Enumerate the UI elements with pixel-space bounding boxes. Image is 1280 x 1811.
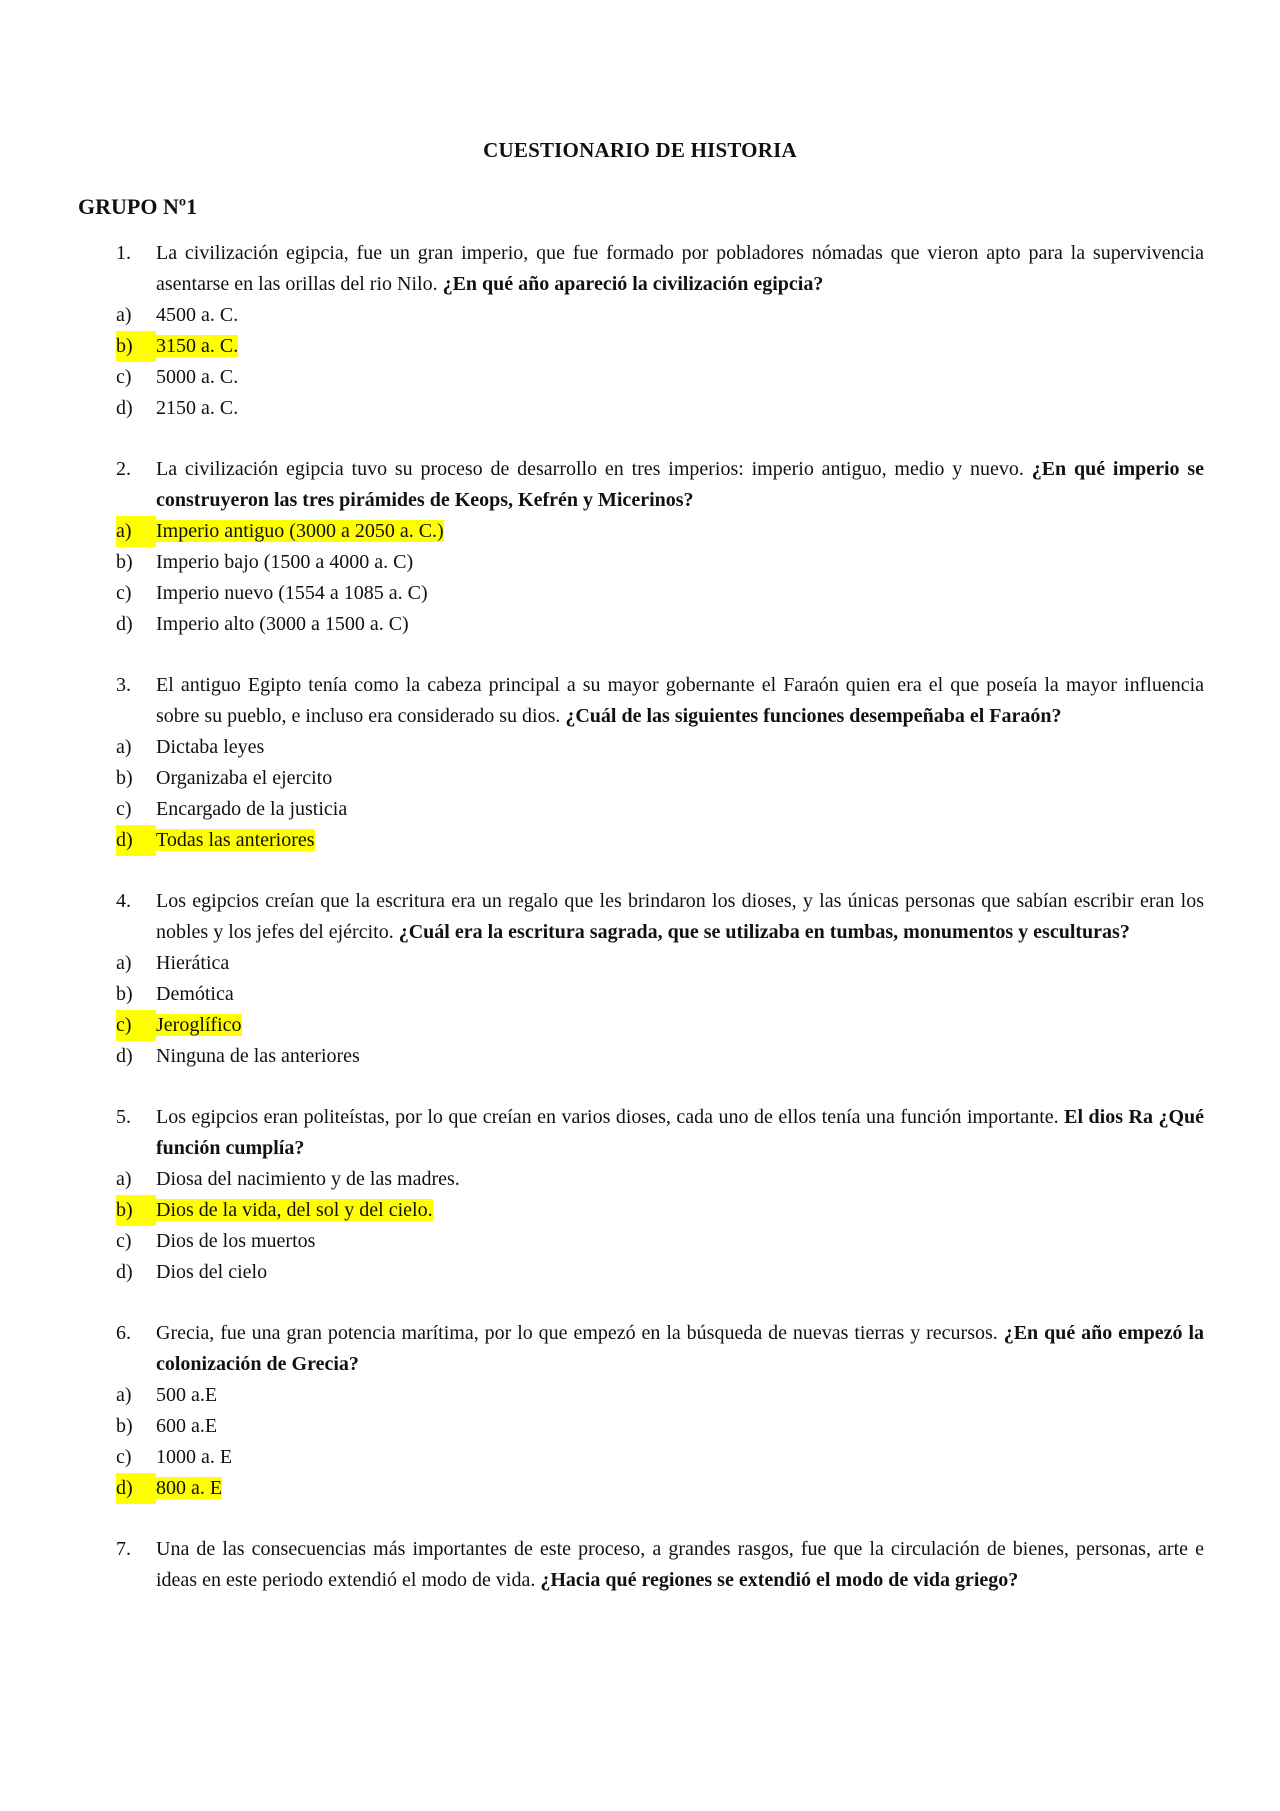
option-letter	[116, 763, 156, 794]
answer-options	[116, 1380, 1204, 1504]
question-text: La civilización egipcia, fue un gran imperio, que fue formado por pobladores nómadas que vieron apto para la supervivencia asentarse en las orillas del rio Nilo.	[156, 242, 1204, 295]
question-number: 3.	[116, 674, 131, 696]
option-text-wrapper	[156, 1226, 1204, 1257]
option-text-wrapper	[156, 763, 1204, 794]
question-body	[156, 670, 1204, 732]
group-heading: GRUPO Nº1	[78, 194, 198, 219]
question-number: 6.	[116, 1322, 131, 1344]
option-text: Encargado de la justicia	[156, 798, 348, 820]
option-letter	[116, 825, 156, 856]
question-body	[156, 1102, 1204, 1164]
option-letter-label: b)	[116, 1195, 156, 1226]
option-letter	[116, 1195, 156, 1226]
option-text-wrapper	[156, 547, 1204, 578]
question-stem	[116, 1318, 1204, 1380]
question-prompt: ¿Cuál era la escritura sagrada, que se utilizaba en tumbas, monumentos y esculturas?	[398, 921, 1130, 943]
option-letter	[116, 732, 156, 763]
option-text: Hierática	[156, 952, 230, 974]
option-text-wrapper	[156, 1473, 1204, 1504]
option-letter-label: b)	[116, 331, 156, 362]
option-text: Imperio bajo (1500 a 4000 a. C)	[156, 551, 414, 573]
option-text: 3150 a. C.	[156, 335, 239, 357]
option-text: Imperio alto (3000 a 1500 a. C)	[156, 613, 409, 635]
option-text-wrapper	[156, 393, 1204, 424]
option-text-wrapper	[156, 1041, 1204, 1072]
question-4	[116, 886, 1204, 1072]
option-letter-label: b)	[116, 551, 133, 573]
answer-option	[116, 1041, 1204, 1072]
option-text-wrapper	[156, 1442, 1204, 1473]
option-letter	[116, 578, 156, 609]
option-letter-label: c)	[116, 798, 132, 820]
answer-option	[116, 794, 1204, 825]
option-letter-label: c)	[116, 1230, 132, 1252]
option-letter	[116, 331, 156, 362]
option-text-wrapper	[156, 300, 1204, 331]
option-letter	[116, 1164, 156, 1195]
option-text-wrapper	[156, 1257, 1204, 1288]
question-prompt: ¿Cuál de las siguientes funciones desempeñaba el Faraón?	[565, 705, 1062, 727]
option-letter-label: d)	[116, 825, 156, 856]
option-letter-label: d)	[116, 1045, 133, 1067]
option-letter-label: d)	[116, 613, 133, 635]
option-letter-label: d)	[116, 1261, 133, 1283]
option-text-wrapper	[156, 1411, 1204, 1442]
option-text: Diosa del nacimiento y de las madres.	[156, 1168, 460, 1190]
option-letter-label: d)	[116, 397, 133, 419]
option-text-wrapper	[156, 1380, 1204, 1411]
answer-option	[116, 300, 1204, 331]
option-text-wrapper	[156, 732, 1204, 763]
option-text-wrapper	[156, 578, 1204, 609]
option-text-wrapper	[156, 331, 1204, 362]
option-letter	[116, 948, 156, 979]
option-text: Imperio nuevo (1554 a 1085 a. C)	[156, 582, 428, 604]
question-2	[116, 454, 1204, 640]
document-title: CUESTIONARIO DE HISTORIA	[483, 138, 797, 162]
option-letter-label: b)	[116, 1415, 133, 1437]
option-letter	[116, 794, 156, 825]
option-letter-label: b)	[116, 983, 133, 1005]
question-number: 4.	[116, 890, 131, 912]
option-text-wrapper	[156, 1195, 1204, 1226]
answer-option	[116, 1442, 1204, 1473]
question-5	[116, 1102, 1204, 1288]
option-letter	[116, 1442, 156, 1473]
question-number: 1.	[116, 242, 131, 264]
option-text-wrapper	[156, 609, 1204, 640]
answer-option-highlighted	[116, 825, 1204, 856]
question-text: El antiguo Egipto tenía como la cabeza principal a su mayor gobernante el Faraón quien era el que poseía la mayor influencia sobre su pueblo, e incluso era considerado su dios.	[156, 674, 1204, 727]
option-text: 2150 a. C.	[156, 397, 239, 419]
answer-option	[116, 979, 1204, 1010]
question-text: La civilización egipcia tuvo su proceso de desarrollo en tres imperios: imperio antiguo, medio y nuevo.	[156, 458, 1024, 480]
question-body	[156, 1318, 1204, 1380]
answer-option	[116, 362, 1204, 393]
question-stem	[116, 670, 1204, 732]
option-letter-label: c)	[116, 1010, 156, 1041]
option-letter	[116, 1010, 156, 1041]
question-text: Los egipcios eran politeístas, por lo que creían en varios dioses, cada uno de ellos tenía una función importante.	[156, 1106, 1059, 1128]
answer-options	[116, 300, 1204, 424]
option-text-wrapper	[156, 1010, 1204, 1041]
answer-option	[116, 393, 1204, 424]
answer-option-highlighted	[116, 331, 1204, 362]
answer-option	[116, 763, 1204, 794]
question-body	[156, 886, 1204, 948]
answer-options	[116, 732, 1204, 856]
answer-option	[116, 578, 1204, 609]
option-text: 4500 a. C.	[156, 304, 239, 326]
question-7	[116, 1534, 1204, 1596]
option-text: Todas las anteriores	[156, 829, 315, 851]
question-prompt: ¿En qué imperio se construyeron las tres pirámides de Keops, Kefrén y Micerinos?	[156, 458, 1205, 511]
question-1	[116, 238, 1204, 424]
answer-options	[116, 516, 1204, 640]
option-text-wrapper	[156, 516, 1204, 547]
question-3	[116, 670, 1204, 856]
option-text-wrapper	[156, 794, 1204, 825]
option-letter	[116, 979, 156, 1010]
option-text: Dios de los muertos	[156, 1230, 316, 1252]
option-text: Demótica	[156, 983, 234, 1005]
option-text-wrapper	[156, 362, 1204, 393]
answer-options	[116, 948, 1204, 1072]
option-text-wrapper	[156, 1164, 1204, 1195]
option-letter	[116, 300, 156, 331]
answer-option-highlighted	[116, 1010, 1204, 1041]
option-text-wrapper	[156, 979, 1204, 1010]
option-letter-label: a)	[116, 516, 156, 547]
answer-option	[116, 1164, 1204, 1195]
option-letter-label: a)	[116, 736, 132, 758]
option-letter	[116, 516, 156, 547]
option-text: Jeroglífico	[156, 1014, 242, 1036]
answer-option	[116, 732, 1204, 763]
answer-option	[116, 1411, 1204, 1442]
option-letter	[116, 1226, 156, 1257]
question-text: Grecia, fue una gran potencia marítima, por lo que empezó en la búsqueda de nuevas tierras y recursos.	[156, 1322, 998, 1344]
question-prompt: ¿Hacia qué regiones se extendió el modo de vida griego?	[540, 1569, 1019, 1591]
option-letter	[116, 547, 156, 578]
question-number: 7.	[116, 1538, 131, 1560]
option-letter-label: c)	[116, 1446, 132, 1468]
question-list	[116, 238, 1204, 1626]
option-text: Dios de la vida, del sol y del cielo.	[156, 1199, 433, 1221]
question-prompt: El dios Ra ¿Qué función cumplía?	[156, 1106, 1205, 1159]
question-prompt: ¿En qué año empezó la colonización de Grecia?	[156, 1322, 1205, 1375]
answer-option-highlighted	[116, 516, 1204, 547]
option-letter	[116, 609, 156, 640]
answer-option	[116, 609, 1204, 640]
option-letter-label: c)	[116, 366, 132, 388]
question-number: 2.	[116, 458, 131, 480]
option-text: Imperio antiguo (3000 a 2050 a. C.)	[156, 520, 444, 542]
question-number: 5.	[116, 1106, 131, 1128]
answer-option	[116, 547, 1204, 578]
option-text: 800 a. E	[156, 1477, 223, 1499]
option-letter-label: c)	[116, 582, 132, 604]
answer-option	[116, 1257, 1204, 1288]
answer-option	[116, 1226, 1204, 1257]
option-text: Ninguna de las anteriores	[156, 1045, 360, 1067]
answer-option	[116, 948, 1204, 979]
question-body	[156, 454, 1204, 516]
question-prompt: ¿En qué año apareció la civilización egipcia?	[442, 273, 824, 295]
option-letter	[116, 1380, 156, 1411]
option-letter	[116, 1257, 156, 1288]
question-body	[156, 238, 1204, 300]
question-stem	[116, 886, 1204, 948]
question-stem	[116, 454, 1204, 516]
option-letter	[116, 1411, 156, 1442]
option-text: Organizaba el ejercito	[156, 767, 333, 789]
question-stem	[116, 238, 1204, 300]
option-letter-label: a)	[116, 1384, 132, 1406]
option-text-wrapper	[156, 825, 1204, 856]
option-text: Dios del cielo	[156, 1261, 268, 1283]
option-text: 5000 a. C.	[156, 366, 239, 388]
option-letter	[116, 1041, 156, 1072]
option-letter-label: a)	[116, 304, 132, 326]
question-text: Los egipcios creían que la escritura era un regalo que les brindaron los dioses, y las únicas personas que sabían escribir eran los nobles y los jefes del ejército.	[156, 890, 1204, 943]
option-text: 500 a.E	[156, 1384, 218, 1406]
question-body	[156, 1534, 1204, 1596]
answer-option-highlighted	[116, 1195, 1204, 1226]
option-text: 1000 a. E	[156, 1446, 233, 1468]
option-letter-label: d)	[116, 1473, 156, 1504]
option-letter-label: a)	[116, 952, 132, 974]
option-letter-label: a)	[116, 1168, 132, 1190]
answer-option-highlighted	[116, 1473, 1204, 1504]
option-text-wrapper	[156, 948, 1204, 979]
question-text: Una de las consecuencias más importantes de este proceso, a grandes rasgos, fue que la circulación de bienes, personas, arte e ideas en este periodo extendió el modo de vida.	[156, 1538, 1204, 1591]
question-stem	[116, 1534, 1204, 1596]
answer-option	[116, 1380, 1204, 1411]
option-letter	[116, 362, 156, 393]
option-letter	[116, 393, 156, 424]
option-text: 600 a.E	[156, 1415, 218, 1437]
question-stem	[116, 1102, 1204, 1164]
option-letter	[116, 1473, 156, 1504]
question-6	[116, 1318, 1204, 1504]
option-text: Dictaba leyes	[156, 736, 265, 758]
answer-options	[116, 1164, 1204, 1288]
option-letter-label: b)	[116, 767, 133, 789]
